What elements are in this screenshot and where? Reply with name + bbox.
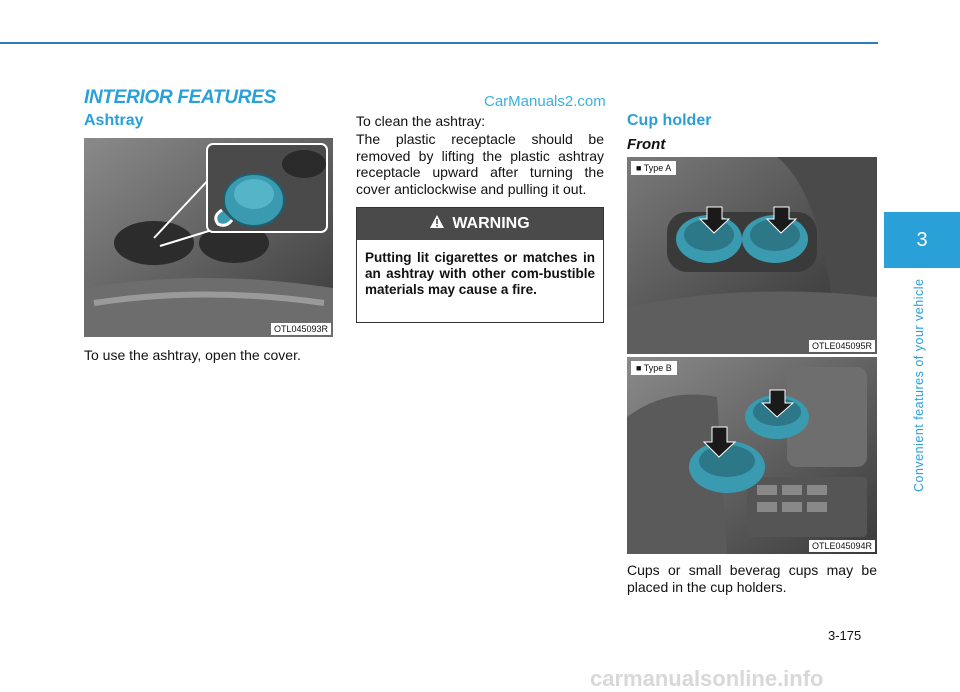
front-subheading: Front: [627, 136, 666, 153]
type-b-image-code: OTLE045094R: [809, 540, 875, 552]
chapter-tab[interactable]: 3: [884, 212, 960, 268]
cup-holder-type-b-photo: [627, 357, 877, 554]
chapter-title: Convenient features of your vehicle: [912, 278, 926, 492]
header-rule: [0, 42, 878, 44]
watermark-link[interactable]: CarManuals2.com: [484, 93, 606, 110]
clean-intro-text: To clean the ashtray:: [356, 113, 486, 129]
ashtray-photo: [84, 138, 333, 337]
cup-holder-type-a-photo: [627, 157, 877, 354]
footer-watermark[interactable]: carmanualsonline.info: [590, 666, 824, 691]
type-a-image-code: OTLE045095R: [809, 340, 875, 352]
clean-instructions-text: The plastic receptacle should be removed by lifting the plastic ashtray receptacle upward after turning the cover anticlockwise and pulling it out.: [356, 131, 604, 197]
cup-holder-heading: Cup holder: [627, 112, 712, 129]
warning-title: WARNING: [452, 215, 530, 232]
section-title: INTERIOR FEATURES: [84, 87, 276, 108]
warning-box: [356, 207, 604, 323]
cup-holder-text: Cups or small beverag cups may be placed in the cup holders.: [627, 562, 877, 595]
page-number: 3-175: [828, 628, 862, 643]
ashtray-heading: Ashtray: [84, 112, 144, 129]
type-b-label: ■ Type B: [631, 361, 677, 375]
ashtray-usage-text: To use the ashtray, open the cover.: [84, 347, 301, 363]
warning-triangle-icon: [430, 215, 444, 233]
warning-header: [357, 208, 603, 240]
type-a-label: ■ Type A: [631, 161, 676, 175]
ashtray-image-code: OTL045093R: [271, 323, 331, 335]
warning-text: Putting lit cigarettes or matches in an ashtray with other com-bustible materials may cause a fire.: [365, 250, 595, 297]
